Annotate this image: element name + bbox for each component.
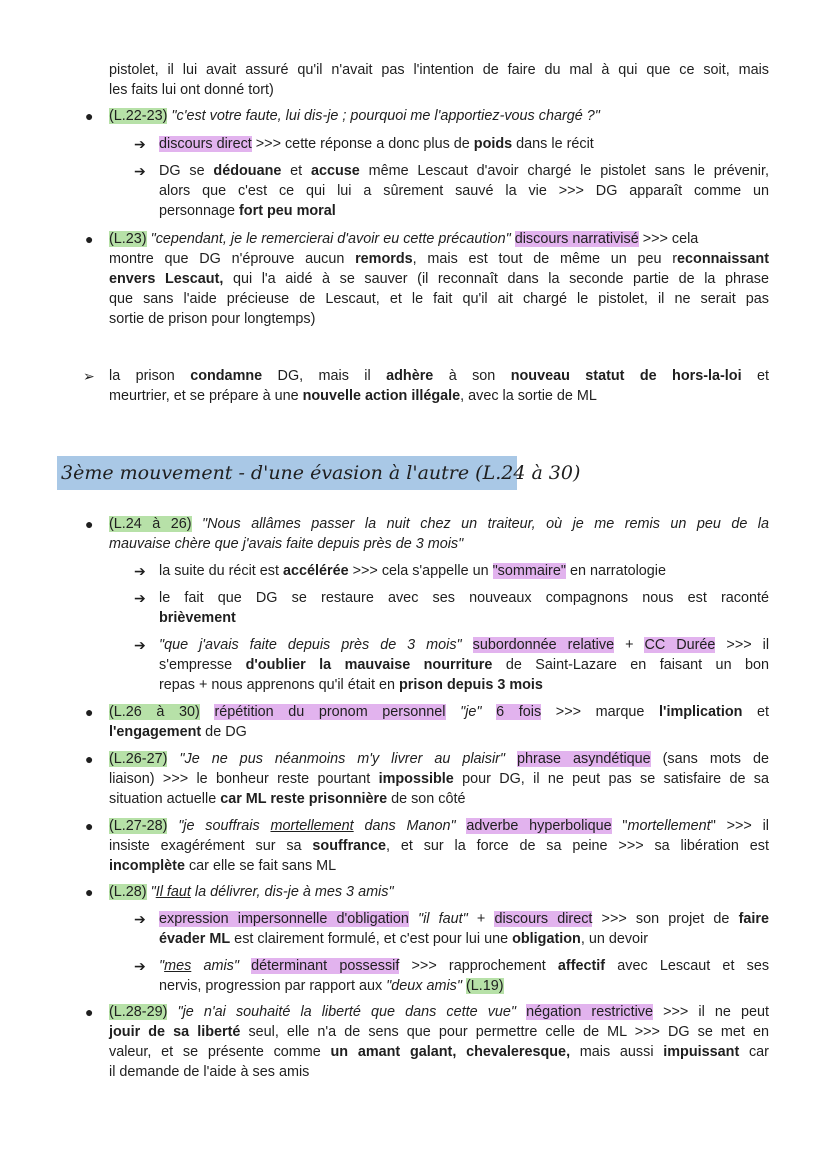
bullet-3-sub-1: la suite du récit est accélérée >>> cela s'appelle un "sommaire" en narratologie [159,563,666,579]
bullet-8-line-3: valeur, et se présente comme un amant galant, chevaleresque, mais aussi impuissant car [109,1044,769,1060]
intro-line-2: les faits lui ont donné tort) [109,82,274,98]
bullet-icon: ● [85,1004,94,1020]
arrow-icon: ➔ [134,958,146,974]
bullet-3-line-2: mauvaise chère que j'avais faite depuis près de 3 mois" [109,536,464,552]
bullet-3-sub-3-line-3: repas + nous apprenons qu'il était en prison depuis 3 mois [159,677,543,693]
arrow-icon: ➔ [134,163,146,179]
bullet-7-sub-2-line-2: nervis, progression par rapport aux "deux amis" (L.19) [159,978,504,994]
bullet-1-line-1 [109,106,769,127]
bullet-3-sub-2-line-2: brièvement [159,610,236,626]
bullet-icon: ● [85,231,94,247]
bullet-2-line-1: (L.23) "cependant, je le remercierai d'avoir eu cette précaution" discours narrativisé >>> cela [109,231,699,247]
bullet-7-sub-1-line-1: expression impersonnelle d'obligation "il faut" + discours direct >>> son projet de faire [159,911,769,927]
bullet-3-sub-3-line-1: "que j'avais faite depuis près de 3 mois" subordonnée relative + CC Durée >>> il [159,637,770,653]
arrow-icon: ➔ [134,590,146,606]
bullet-4-line-2: l'engagement de DG [109,724,247,740]
arrow-icon: ➔ [134,637,146,653]
bullet-7-sub-2-line-1: "mes amis" déterminant possessif >>> rapprochement affectif avec Lescaut et ses [159,958,770,974]
bullet-7-sub-1-line-2: évader ML est clairement formulé, et c'est pour lui une obligation, un devoir [159,931,649,947]
bullet-icon: ● [85,108,94,124]
bullet-8-line-2: jouir de sa liberté seul, elle n'a de sens que pour permettre celle de ML >>> DG se met en [109,1024,769,1040]
bullet-4-line-1: (L.26 à 30) répétition du pronom personnel "je" 6 fois >>> marque l'implication et [109,704,770,720]
bullet-3-sub-2-line-1: le fait que DG se restaure avec ses nouveaux compagnons nous est raconté [159,590,769,606]
bullet-5-line-3: situation actuelle car ML reste prisonnière de son côté [109,791,466,807]
conclusion-line-2: meurtrier, et se prépare à une nouvelle action illégale, avec la sortie de ML [109,388,597,404]
bullet-6-line-2: insiste exagérément sur sa souffrance, et sur la force de sa peine >>> sa libération est [109,838,769,854]
bullet-1-sub-2-line-1: DG se dédouane et accuse même Lescaut d'avoir chargé le pistolet sans le prévenir, [159,163,770,179]
arrow-icon: ➔ [134,563,146,579]
triangle-arrow-icon: ➢ [83,368,95,384]
line-ref: (L.22-23) [109,108,168,124]
arrow-icon: ➔ [134,136,146,152]
bullet-2-line-4: que sans l'aide précieuse de Lescaut, et le fait qu'il ait chargé le pistolet, il ne serait pas [109,291,769,307]
conclusion-line-1: la prison condamne DG, mais il adhère à son nouveau statut de hors-la-loi et [109,368,769,384]
bullet-icon: ● [85,884,94,900]
bullet-8-line-1: (L.28-29) "je n'ai souhaité la liberté que dans cette vue" négation restrictive >>> il ne peut [109,1004,769,1020]
bullet-5-line-2: liaison) >>> le bonheur reste pourtant impossible pour DG, il ne peut pas se satisfaire de sa [109,771,769,787]
bullet-3-line-1: (L.24 à 26) "Nous allâmes passer la nuit chez un traiteur, où je me remis un peu de la [109,516,769,532]
bullet-icon: ● [85,516,94,532]
bullet-icon: ● [85,751,94,767]
section-heading: 3ème mouvement - d'une évasion à l'autre (L.24 à 30) [57,456,517,490]
intro-line-1: pistolet, il lui avait assuré qu'il n'avait pas l'intention de faire du mal à qui que ce soit, mais [109,62,769,78]
bullet-1-sub-1: discours direct >>> cette réponse a donc plus de poids dans le récit [159,136,594,152]
bullet-6-line-3: incomplète car elle se fait sans ML [109,858,337,874]
bullet-2-line-3: envers Lescaut, qui l'a aidé à se sauver (il reconnaît dans la seconde partie de la phrase [109,271,769,287]
bullet-1-sub-2-line-3: personnage fort peu moral [159,203,336,219]
quote: "c'est votre faute, lui dis-je ; pourquoi me l'apportiez-vous chargé ?" [171,108,600,124]
bullet-3-sub-3-line-2: s'empresse d'oublier la mauvaise nourriture de Saint-Lazare en faisant un bon [159,657,770,673]
bullet-5-line-1: (L.26-27) "Je ne pus néanmoins m'y livrer au plaisir" phrase asyndétique (sans mots de [109,751,770,767]
bullet-2-line-2: montre que DG n'éprouve aucun remords, mais est tout de même un peu reconnaissant [109,251,769,267]
bullet-7-line-1: (L.28) "Il faut la délivrer, dis-je à mes 3 amis" [109,884,394,900]
bullet-1-sub-2-line-2: alors que c'est ce qui lui a sûrement sauvé la vie >>> DG apparaît comme un [159,183,769,199]
bullet-icon: ● [85,704,94,720]
bullet-8-line-4: il demande de l'aide à ses amis [109,1064,310,1080]
arrow-icon: ➔ [134,911,146,927]
bullet-6-line-1: (L.27-28) "je souffrais mortellement dans Manon" adverbe hyperbolique "mortellement" >>> il [109,818,769,834]
bullet-icon: ● [85,818,94,834]
bullet-2-line-5: sortie de prison pour longtemps) [109,311,316,327]
